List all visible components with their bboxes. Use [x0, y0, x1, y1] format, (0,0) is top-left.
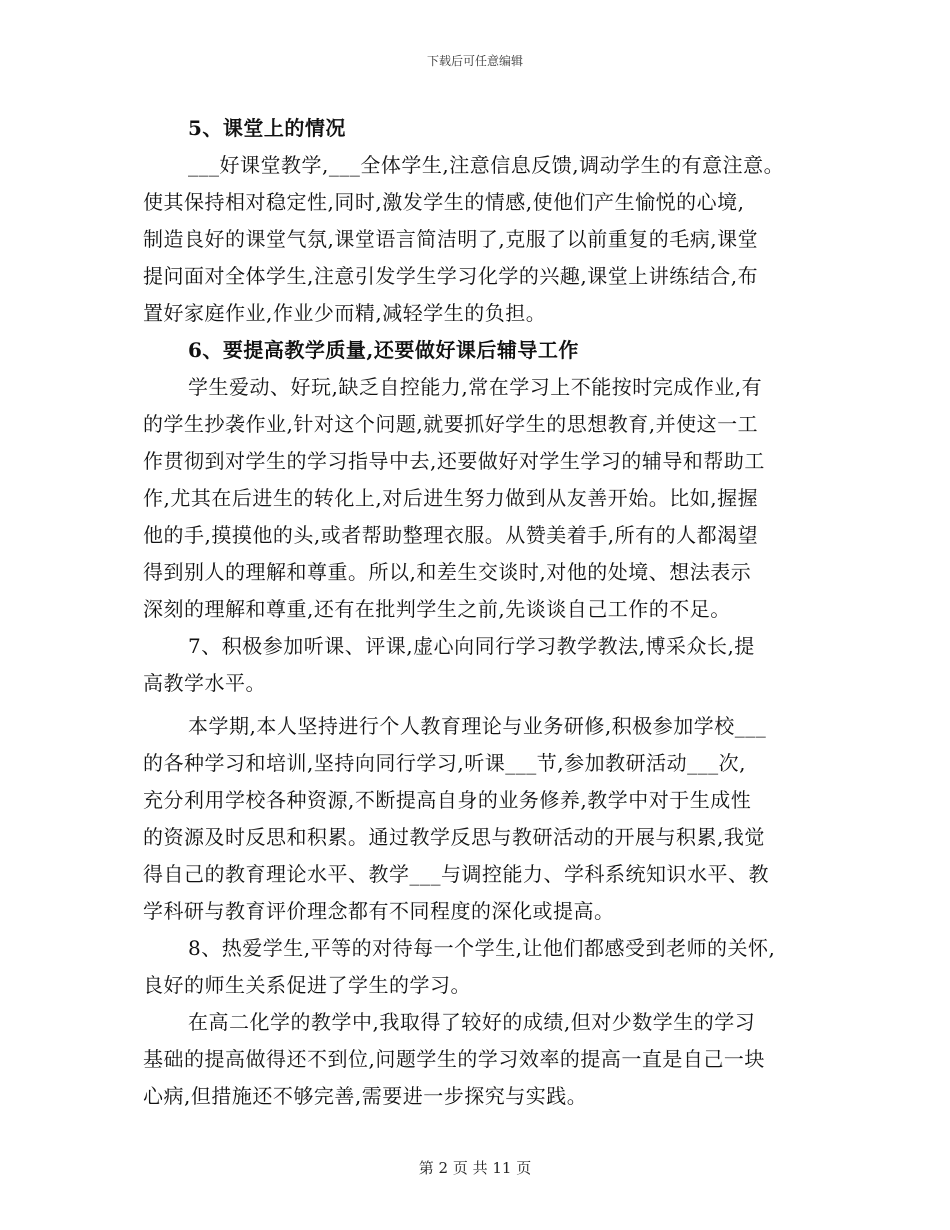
paragraph-line: 的学生抄袭作业,针对这个问题,就要抓好学生的思想教育,并使这一工: [143, 412, 759, 436]
paragraph-line: 基础的提高做得还不到位,问题学生的学习效率的提高一直是自己一块: [143, 1047, 765, 1071]
section-heading-8: 8、热爱学生,平等的对待每一个学生,让他们都感受到老师的关怀,: [188, 936, 776, 960]
paragraph-line: ___好课堂教学,___全体学生,注意信息反馈,调动学生的有意注意。: [188, 153, 785, 177]
page-header: 下载后可任意编辑: [426, 54, 523, 68]
document-body: [143, 110, 823, 1115]
paragraph-line: 高教学水平。: [143, 671, 266, 695]
paragraph-line: 深刻的理解和尊重,还有在批判学生之前,先谈谈自己工作的不足。: [143, 597, 731, 621]
section-heading-7: 7、积极参加听课、评课,虚心向同行学习教学教法,博采众长,提: [188, 634, 755, 658]
paragraph-line: 得到别人的理解和尊重。所以,和差生交谈时,对他的处境、想法表示: [143, 560, 752, 584]
paragraph-line: 使其保持相对稳定性,同时,激发学生的情感,使他们产生愉悦的心境,: [143, 190, 745, 214]
paragraph-line: 提问面对全体学生,注意引发学生学习化学的兴趣,课堂上讲练结合,布: [143, 264, 759, 288]
paragraph-line: 得自己的教育理论水平、教学___与调控能力、学科系统知识水平、教: [143, 862, 769, 886]
paragraph-line: 心病,但措施还不够完善,需要进一步探究与实践。: [143, 1084, 588, 1108]
page-footer: 第 2 页 共 11 页: [418, 1159, 532, 1177]
paragraph-line: 在高二化学的教学中,我取得了较好的成绩,但对少数学生的学习: [188, 1010, 756, 1034]
paragraph-line: 作贯彻到对学生的学习指导中去,还要做好对学生学习的辅导和帮助工: [143, 449, 765, 473]
paragraph-line: 置好家庭作业,作业少而精,减轻学生的负担。: [143, 301, 547, 325]
paragraph-line: 作,尤其在后进生的转化上,对后进生努力做到从友善开始。比如,握握: [143, 486, 759, 510]
paragraph-line: 学科研与教育评价理念都有不同程度的深化或提高。: [143, 899, 615, 923]
paragraph-line: 良好的师生关系促进了学生的学习。: [143, 973, 471, 997]
paragraph-line: 他的手,摸摸他的头,或者帮助整理衣服。从赞美着手,所有的人都渴望: [143, 523, 759, 547]
paragraph-line: 本学期,本人坚持进行个人教育理论与业务研修,积极参加学校___: [188, 714, 767, 738]
section-heading-5: 5、课堂上的情况: [188, 116, 346, 140]
paragraph-line: 制造良好的课堂气氛,课堂语言简洁明了,克服了以前重复的毛病,课堂: [143, 227, 759, 251]
paragraph-line: 充分利用学校各种资源,不断提高自身的业务修养,教学中对于生成性: [143, 788, 752, 812]
paragraph-line: 的各种学习和培训,坚持向同行学习,听课___节,参加教研活动___次,: [143, 751, 746, 775]
paragraph-line: 的资源及时反思和积累。通过教学反思与教研活动的开展与积累,我觉: [143, 825, 765, 849]
paragraph-line: 学生爱动、好玩,缺乏自控能力,常在学习上不能按时完成作业,有: [188, 375, 763, 399]
section-heading-6: 6、要提高教学质量,还要做好课后辅导工作: [188, 338, 579, 362]
